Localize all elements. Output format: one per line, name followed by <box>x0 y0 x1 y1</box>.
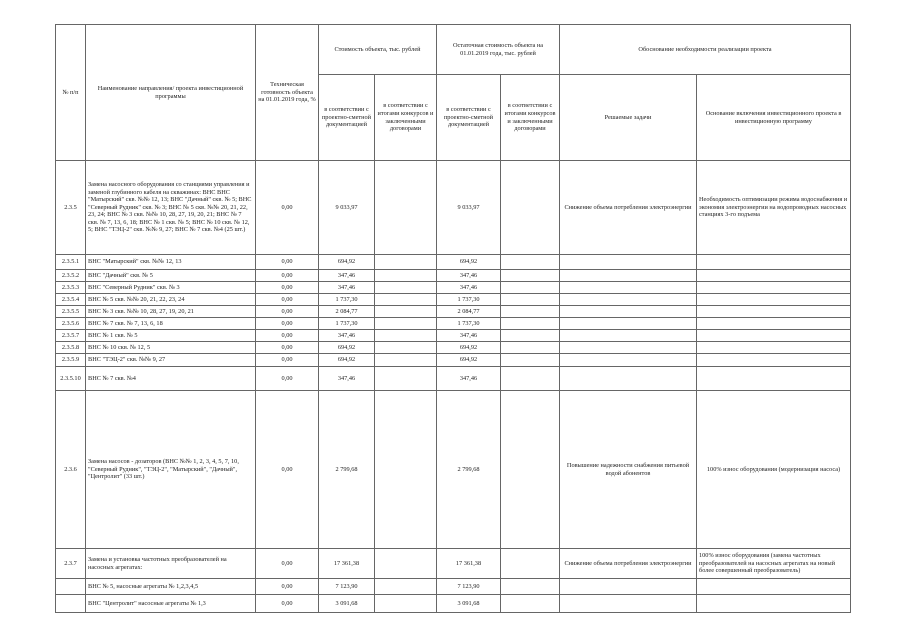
row-tasks <box>560 595 697 613</box>
row-name: ВНС № 1 скв. № 5 <box>86 330 256 342</box>
row-num <box>56 595 86 613</box>
row-readiness: 0,00 <box>256 318 319 330</box>
row-name: ВНС "Северный Рудник" скв. № 3 <box>86 282 256 294</box>
row-cost: 694,92 <box>319 342 375 354</box>
row-residual-contracts <box>501 294 560 306</box>
row-cost: 347,46 <box>319 270 375 282</box>
header-res-contracts: в соответствии с итогами конкурсов и заключенными договорами <box>501 75 560 161</box>
header-residual-group: Остаточная стоимость объекта на 01.01.2019 года, тыс. рублей <box>437 25 560 75</box>
header-num: № п/п <box>56 25 86 161</box>
row-name: ВНС "Центролит" насосные агрегаты № 1,3 <box>86 595 256 613</box>
row-num: 2.3.5.6 <box>56 318 86 330</box>
row-tasks <box>560 579 697 595</box>
row-tasks <box>560 330 697 342</box>
row-readiness: 0,00 <box>256 579 319 595</box>
row-readiness: 0,00 <box>256 161 319 255</box>
row-num: 2.3.5.3 <box>56 282 86 294</box>
row-num: 2.3.5.10 <box>56 367 86 391</box>
row-tasks <box>560 255 697 270</box>
row-readiness: 0,00 <box>256 255 319 270</box>
row-readiness: 0,00 <box>256 342 319 354</box>
row-name: ВНС "Матырский" скв. №№ 12, 13 <box>86 255 256 270</box>
row-residual-contracts <box>501 270 560 282</box>
row-residual-contracts <box>501 549 560 579</box>
row-cost-contracts <box>375 294 437 306</box>
row-basis <box>697 270 851 282</box>
table-row <box>56 330 851 342</box>
row-cost-contracts <box>375 255 437 270</box>
header-justification-group: Обоснование необходимости реализации проекта <box>560 25 851 75</box>
row-residual: 347,46 <box>437 367 501 391</box>
header-res-design: в соответствии с проектно-сметной документацией <box>437 75 501 161</box>
row-readiness: 0,00 <box>256 330 319 342</box>
row-residual: 694,92 <box>437 255 501 270</box>
row-residual: 1 737,30 <box>437 318 501 330</box>
row-residual: 347,46 <box>437 282 501 294</box>
row-tasks <box>560 354 697 367</box>
row-num: 2.3.5.1 <box>56 255 86 270</box>
row-residual: 1 737,30 <box>437 294 501 306</box>
row-readiness: 0,00 <box>256 282 319 294</box>
row-cost-contracts <box>375 330 437 342</box>
table-row <box>56 549 851 579</box>
row-readiness: 0,00 <box>256 367 319 391</box>
row-tasks: Снижение объема потребления электроэнергии <box>560 549 697 579</box>
row-name: Замена насосов - дозаторов (ВНС №№ 1, 2, 3, 4, 5, 7, 10, "Северный Рудник", "ТЭЦ-2", "Матырский", "Дачный", "Центролит" (33 шт.) <box>86 391 256 549</box>
table-row <box>56 161 851 255</box>
row-cost-contracts <box>375 595 437 613</box>
table-row <box>56 318 851 330</box>
row-name: ВНС "ТЭЦ-2" скв. №№ 9, 27 <box>86 354 256 367</box>
row-basis <box>697 330 851 342</box>
row-readiness: 0,00 <box>256 306 319 318</box>
row-tasks <box>560 294 697 306</box>
row-basis <box>697 595 851 613</box>
row-readiness: 0,00 <box>256 391 319 549</box>
header-name: Наименование направления/ проекта инвестиционной программы <box>86 25 256 161</box>
row-num: 2.3.5.8 <box>56 342 86 354</box>
row-residual-contracts <box>501 255 560 270</box>
row-tasks <box>560 318 697 330</box>
header-tasks: Решаемые задачи <box>560 75 697 161</box>
row-residual-contracts <box>501 391 560 549</box>
row-cost-contracts <box>375 318 437 330</box>
row-num: 2.3.5.9 <box>56 354 86 367</box>
table-row <box>56 354 851 367</box>
row-num: 2.3.7 <box>56 549 86 579</box>
row-num: 2.3.5.7 <box>56 330 86 342</box>
row-cost-contracts <box>375 270 437 282</box>
row-residual: 694,92 <box>437 354 501 367</box>
row-residual-contracts <box>501 367 560 391</box>
row-residual: 17 361,38 <box>437 549 501 579</box>
row-basis <box>697 255 851 270</box>
row-cost: 694,92 <box>319 354 375 367</box>
row-cost-contracts <box>375 306 437 318</box>
table-row <box>56 367 851 391</box>
row-basis <box>697 294 851 306</box>
row-num: 2.3.6 <box>56 391 86 549</box>
row-residual-contracts <box>501 595 560 613</box>
row-residual: 3 091,68 <box>437 595 501 613</box>
row-cost-contracts <box>375 367 437 391</box>
row-cost: 347,46 <box>319 282 375 294</box>
table-row <box>56 255 851 270</box>
row-cost: 17 361,38 <box>319 549 375 579</box>
row-readiness: 0,00 <box>256 294 319 306</box>
row-readiness: 0,00 <box>256 270 319 282</box>
row-cost: 2 084,77 <box>319 306 375 318</box>
row-residual: 347,46 <box>437 330 501 342</box>
row-cost-contracts <box>375 549 437 579</box>
row-residual-contracts <box>501 342 560 354</box>
row-basis <box>697 367 851 391</box>
row-name: ВНС № 7 скв. № 7, 13, 6, 18 <box>86 318 256 330</box>
row-cost: 9 033,97 <box>319 161 375 255</box>
row-residual: 7 123,90 <box>437 579 501 595</box>
row-tasks <box>560 342 697 354</box>
row-name: ВНС № 7 скв. №4 <box>86 367 256 391</box>
row-cost: 347,46 <box>319 367 375 391</box>
row-num: 2.3.5.5 <box>56 306 86 318</box>
row-cost-contracts <box>375 282 437 294</box>
row-residual: 694,92 <box>437 342 501 354</box>
investment-program-table <box>55 24 851 613</box>
row-tasks: Снижение объема потребления электроэнергии <box>560 161 697 255</box>
row-basis <box>697 282 851 294</box>
row-cost-contracts <box>375 579 437 595</box>
table-row <box>56 391 851 549</box>
row-cost: 3 091,68 <box>319 595 375 613</box>
row-name: Замена и установка частотных преобразователей на насосных агрегатах: <box>86 549 256 579</box>
row-cost: 1 737,30 <box>319 294 375 306</box>
row-residual-contracts <box>501 306 560 318</box>
row-readiness: 0,00 <box>256 595 319 613</box>
row-tasks <box>560 367 697 391</box>
row-num: 2.3.5.2 <box>56 270 86 282</box>
row-basis <box>697 579 851 595</box>
header-basis: Основание включения инвестиционного проекта в инвестиционную программу <box>697 75 851 161</box>
row-residual-contracts <box>501 282 560 294</box>
row-cost-contracts <box>375 342 437 354</box>
row-basis: 100% износ оборудования (замена частотных преобразователей на насосных агрегатах на новый более совершенный преобразователь) <box>697 549 851 579</box>
row-residual-contracts <box>501 330 560 342</box>
row-name: ВНС № 5 скв. №№ 20, 21, 22, 23, 24 <box>86 294 256 306</box>
row-basis: 100% износ оборудования (модернизация насоса) <box>697 391 851 549</box>
row-residual: 2 799,68 <box>437 391 501 549</box>
row-tasks <box>560 306 697 318</box>
row-residual-contracts <box>501 161 560 255</box>
row-name: ВНС "Дачный" скв. № 5 <box>86 270 256 282</box>
row-cost: 2 799,68 <box>319 391 375 549</box>
header-cost-group: Стоимость объекта, тыс. рублей <box>319 25 437 75</box>
row-cost-contracts <box>375 391 437 549</box>
row-cost: 347,46 <box>319 330 375 342</box>
row-cost: 694,92 <box>319 255 375 270</box>
header-cost-contracts: в соответствии с итогами конкурсов и заключенными договорами <box>375 75 437 161</box>
row-basis <box>697 306 851 318</box>
row-name: Замена насосного оборудования со станциями управления и заменой глубинного кабеля на скважинах: ВНС ВНС "Матырский" скв. №№ 12, 13; ВНС "Дачный" скв. № 5; ВНС "Северный Рудник" скв. № 3; ВНС № 5 скв. №№ 20, 21, 22, 23, 24; ВНС № 3 скв. №№ 10, 28, 27, 19, 20, 21; ВНС № 7 скв. № 7, 13, 6, 18; ВНС № 1 скв. № 5; ВНС № 10 скв. № 12, 5; ВНС "ТЭЦ-2" скв. №№ 9, 27; ВНС № 7 скв. №4 (25 шт.) <box>86 161 256 255</box>
row-name: ВНС № 5, насосные агрегаты № 1,2,3,4,5 <box>86 579 256 595</box>
row-tasks <box>560 282 697 294</box>
row-num: 2.3.5.4 <box>56 294 86 306</box>
table-row <box>56 282 851 294</box>
table-row <box>56 579 851 595</box>
row-readiness: 0,00 <box>256 549 319 579</box>
row-num <box>56 579 86 595</box>
header-readiness: Техническая готовность объекта на 01.01.2019 года, % <box>256 25 319 161</box>
table-row <box>56 270 851 282</box>
row-tasks: Повышение надежности снабжения питьевой водой абонентов <box>560 391 697 549</box>
row-name: ВНС № 10 скв. № 12, 5 <box>86 342 256 354</box>
row-basis <box>697 342 851 354</box>
row-residual: 9 033,97 <box>437 161 501 255</box>
table-row <box>56 294 851 306</box>
row-basis <box>697 318 851 330</box>
row-tasks <box>560 270 697 282</box>
row-num: 2.3.5 <box>56 161 86 255</box>
row-residual: 347,46 <box>437 270 501 282</box>
row-residual-contracts <box>501 354 560 367</box>
header-cost-design: в соответствии с проектно-сметной документацией <box>319 75 375 161</box>
row-basis: Необходимость оптимизации режима водоснабжения и экономия электроэнергии на водопроводных насосных станциях 3-го подъема <box>697 161 851 255</box>
table-row <box>56 306 851 318</box>
row-readiness: 0,00 <box>256 354 319 367</box>
table-row <box>56 595 851 613</box>
row-residual: 2 084,77 <box>437 306 501 318</box>
row-basis <box>697 354 851 367</box>
row-name: ВНС № 3 скв. №№ 10, 28, 27, 19, 20, 21 <box>86 306 256 318</box>
row-residual-contracts <box>501 579 560 595</box>
row-cost-contracts <box>375 161 437 255</box>
table-row <box>56 342 851 354</box>
row-cost-contracts <box>375 354 437 367</box>
row-cost: 7 123,90 <box>319 579 375 595</box>
row-cost: 1 737,30 <box>319 318 375 330</box>
row-residual-contracts <box>501 318 560 330</box>
